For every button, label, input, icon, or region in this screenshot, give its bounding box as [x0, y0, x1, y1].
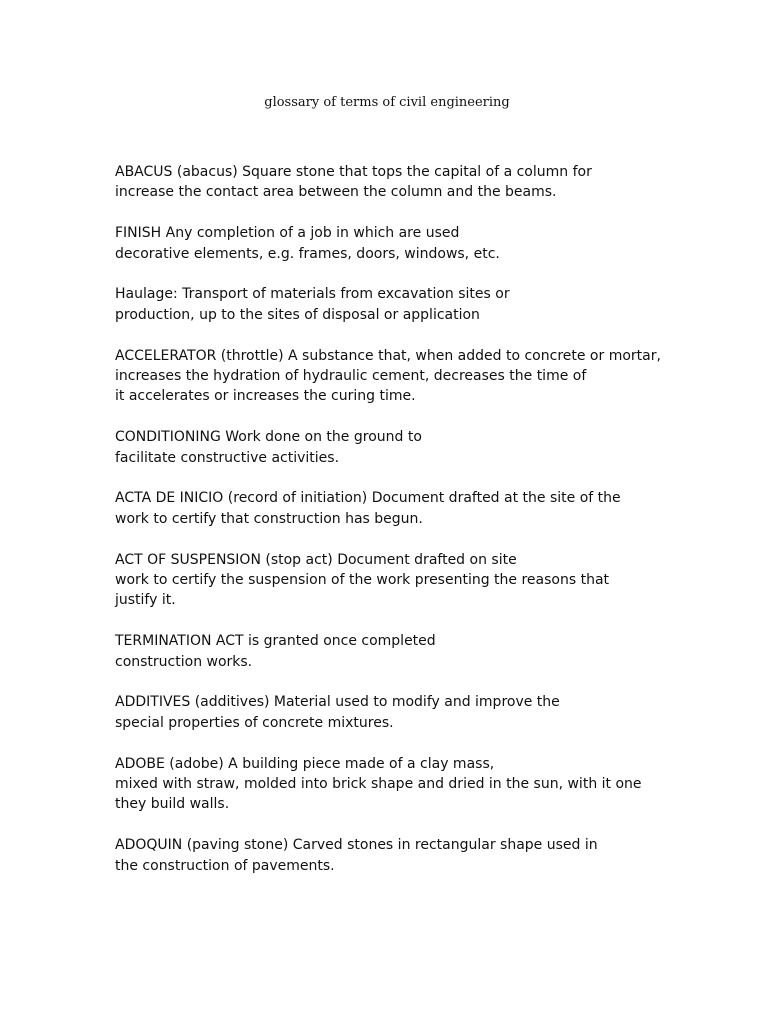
glossary-entry-line: special properties of concrete mixtures.	[115, 714, 394, 731]
glossary-entry-line: increase the contact area between the column and the beams.	[115, 184, 557, 201]
glossary-entry-line: ABACUS (abacus) Square stone that tops the capital of a column for	[115, 164, 592, 180]
glossary-entry-line: mixed with straw, molded into brick shape and dried in the sun, with it one	[115, 776, 642, 793]
glossary-list	[115, 162, 755, 896]
glossary-entry-line: the construction of pavements.	[115, 857, 335, 874]
glossary-entry-line: production, up to the sites of disposal or application	[115, 306, 480, 323]
glossary-entry	[115, 427, 755, 468]
glossary-entry-line: ACTA DE INICIO (record of initiation) Document drafted at the site of the	[115, 490, 621, 507]
glossary-entry	[115, 550, 755, 611]
glossary-entry	[115, 631, 755, 672]
glossary-entry-line: construction works.	[115, 653, 253, 670]
document-title: glossary of terms of civil engineering	[264, 95, 510, 110]
glossary-entry-line: TERMINATION ACT is granted once completed	[115, 633, 436, 650]
glossary-entry	[115, 692, 755, 733]
glossary-entry-line: Haulage: Transport of materials from excavation sites or	[115, 286, 510, 303]
glossary-entry-line: CONDITIONING Work done on the ground to	[115, 429, 422, 446]
glossary-entry-line: decorative elements, e.g. frames, doors, windows, etc.	[115, 245, 500, 262]
glossary-entry	[115, 223, 755, 264]
glossary-entry-line: facilitate constructive activities.	[115, 449, 340, 466]
glossary-entry-line: ACCELERATOR (throttle) A substance that, when added to concrete or mortar,	[115, 347, 661, 364]
glossary-entry	[115, 754, 755, 815]
glossary-entry-line: ADOQUIN (paving stone) Carved stones in rectangular shape used in	[115, 837, 598, 854]
glossary-entry-line: ACT OF SUSPENSION (stop act) Document drafted on site	[115, 551, 517, 568]
glossary-entry-line: work to certify the suspension of the work presenting the reasons that	[115, 572, 610, 589]
glossary-entry-line: work to certify that construction has begun.	[115, 510, 423, 527]
glossary-entry	[115, 284, 755, 325]
glossary-entry	[115, 488, 755, 529]
glossary-entry-line: FINISH Any completion of a job in which are used	[115, 225, 460, 242]
glossary-entry-line: ADDITIVES (additives) Material used to modify and improve the	[115, 694, 560, 711]
glossary-entry	[115, 346, 755, 407]
glossary-entry-line: ADOBE (adobe) A building piece made of a clay mass,	[115, 755, 495, 772]
glossary-entry-line: they build walls.	[115, 796, 230, 813]
glossary-entry	[115, 835, 755, 876]
glossary-entry-line: justify it.	[115, 592, 176, 609]
glossary-entry	[115, 162, 755, 203]
glossary-entry-line: it accelerates or increases the curing time.	[115, 388, 416, 405]
glossary-entry-line: increases the hydration of hydraulic cement, decreases the time of	[115, 368, 587, 385]
